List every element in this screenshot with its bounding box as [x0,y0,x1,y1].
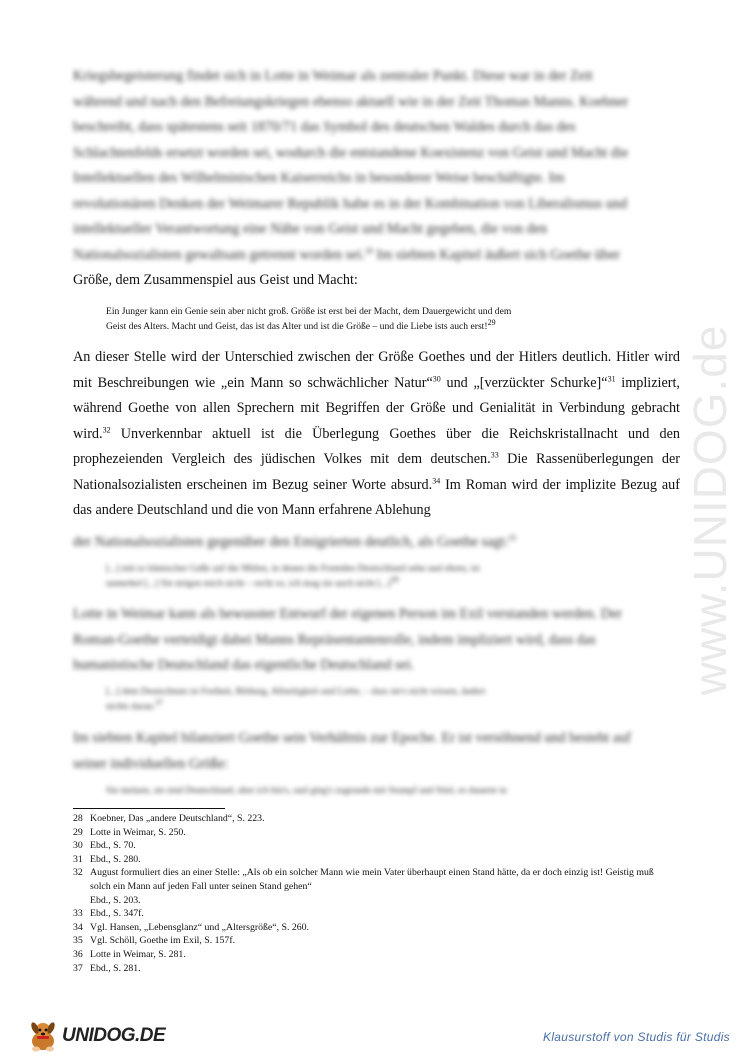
footnote-text [90,839,673,853]
quote-line [106,697,678,715]
footnote-ref: 35 [508,533,517,543]
footnotes [73,812,673,975]
footnote-text [90,866,673,907]
footnote-text-main: Vgl. Hansen, „Lebensglanz“ und „Altersgröße“, S. 260. [90,921,310,933]
footnote-text [90,934,673,948]
footnote-number: 33 [73,908,83,920]
footnote-item [73,812,673,826]
footnote-item [73,907,673,921]
footnote-rule [73,808,225,809]
text-line: während und nach den Befreiungskriegen ebenso aktuell wie in der Zeit Thomas Manns. Koebner [73,93,629,110]
text-line [73,243,680,269]
text-span: impliziert, während Goethe von allen Sprechern mit Begriffen der Größe und Genialität in Verbindung gebracht wird. [73,374,680,442]
footnote-text-main: Ebd., S. 70. [90,840,136,852]
unidog-logo[interactable] [26,1018,165,1054]
block-quote-blurred [106,685,678,714]
footnote-item [73,839,673,853]
text-line: Im siebten Kapitel bilanziert Goethe sein Verhältnis zur Epoche. Er ist versöhnend und besteht auf [73,730,632,746]
footnote-text [90,907,673,921]
footnote-ref: 29 [487,317,496,327]
text-line: revolutionären Denken der Weimarer Republik habe es in der Kombination von Liberalismus und [73,195,628,212]
text-line: Lotte in Weimar kann als bewusster Entwurf der eigenen Person im Exil verstanden werden. Der [73,606,622,622]
text-span: Nationalsozialisten gewaltsam getrennt worden sei. [73,246,365,263]
footnote-text-main: Ebd., S. 280. [90,853,141,865]
quote-line: [...] dem Deutschtum ist Freiheit, Bildung, Allseitigkeit und Liebe, – dass sie's nicht wissen, ändert [106,686,486,697]
footnote-text-main: August formuliert dies an einer Stelle: „Als ob ein solcher Mann wie mein Vater überhaupt einen Stand hätte, da er doch einzig ist! Geistig muß solch ein Mann auf jeden Fall unter seinen Stand gehen“ [90,867,654,892]
text-span: und „[verzückter Schurke]“ [440,374,608,391]
footnote-number: 36 [73,948,83,960]
quote-line [106,574,678,592]
footnote-item [73,866,673,907]
text-span: Geist des Alters. Macht und Geist, das ist das Alter und ist die Größe – und die Liebe ists auch erst! [106,320,488,332]
footnote-ref: 32 [102,424,111,434]
footnote-text-main: Koebner, Das „andere Deutschland“, S. 223. [90,813,265,824]
text-span: der Nationalsozialisten gegenüber den Emigrierten deutlich, als Goethe sagt: [73,534,509,550]
quote-line: Ein Junger kann ein Genie sein aber nicht groß. Größe ist erst bei der Macht, dem Dauergewicht und dem [106,306,512,317]
block-quote [106,305,678,334]
footnote-text-main: Ebd., S. 281. [90,962,141,974]
text-span: Unverkennbar aktuell ist die Überlegung Goethes über die Reichskristallnacht und den prophezeienden Vergleich des jüdischen Volkes mit dem deutschen. [73,425,680,467]
footnote-ref: 28 [364,245,373,255]
footnote-text-main: Lotte in Weimar, S. 250. [90,826,186,838]
text-line: Kriegsbegeisterung findet sich in Lotte in Weimar als zentraler Punkt. Diese war in der Zeit [73,68,593,84]
footnote-item [73,853,673,867]
text-line: beschreibt, dass spätestens seit 1870/71 das Symbol des deutschen Waldes durch das des [73,119,576,135]
quote-line: Sie meinen, sie sind Deutschland, aber ich bin's, und ging's zugrunde mit Stumpf und Stiel, es dauerte in [106,785,507,796]
text-line: Intellektuellen des Wilhelminischen Kaiserreichs in besonderer Weise beschäftigte. Im [73,170,565,186]
footnote-text [90,962,673,976]
footnote-number: 30 [73,840,83,852]
footnote-text-main: Ebd., S. 347f. [90,908,144,920]
footnote-text [90,826,673,840]
text-line: Roman-Goethe verteidigt dabei Manns Repräsentantenrolle, indem impliziert wird, dass das [73,631,596,648]
logo-text: UNIDOG.DE [62,1025,166,1046]
footnote-item [73,962,673,976]
footnote-text [90,948,673,962]
footnote-text-main: Vgl. Schöll, Goethe im Exil, S. 157f. [90,935,236,947]
main-paragraph [73,345,680,524]
footnote-number: 29 [73,826,83,838]
text-line: Schlachtenfelds ersetzt worden sei, wodurch die entstandene Koexistenz von Geist und Macht die [73,144,629,161]
footnote-number: 32 [73,867,83,879]
block-quote-blurred [106,562,678,591]
text-span: Im Roman wird der implizite Bezug auf das andere Deutschland und die von Mann erfahrene Ablehung [73,476,680,518]
text-span: Die Rassenüberlegungen der Nationalsozialisten erscheinen im Bezug seiner Worte absurd. [73,451,680,493]
footnote-text-extra: Ebd., S. 203. [90,894,141,906]
footnote-number: 34 [73,921,83,933]
blurred-line [73,530,680,556]
quote-line [106,317,678,335]
footnote-ref: 31 [607,373,616,383]
watermark: www.UNIDOG.de [684,324,736,696]
dog-icon [26,1019,60,1053]
footnote-number: 35 [73,935,83,947]
paragraph-blurred [73,726,680,777]
footnote-text-main: Lotte in Weimar, S. 281. [90,948,186,960]
footnote-number: 37 [73,962,83,974]
footnote-text [90,812,673,826]
text-span: An dieser Stelle wird der Unterschied zwischen der Größe Goethes und der Hitlers deutlich. Hitler wird mit Beschreibungen wie „ein Mann so schwächlicher Natur“ [73,349,680,391]
footnote-ref: 34 [432,475,441,485]
footnote-ref: 36 [390,574,399,584]
footnote-item [73,948,673,962]
footnote-text [90,921,673,935]
text-span: nichts daran. [106,700,156,712]
footnote-text [90,853,673,867]
footnote-ref: 37 [155,697,164,707]
text-span: unmerkel [...] Sie mögen mich nicht – recht so, ich mag sie auch nicht [...] [106,577,391,589]
footnote-number: 31 [73,853,83,865]
paragraph-blurred [73,602,680,679]
footnote-item [73,826,673,840]
footnote-number: 28 [73,813,83,824]
footnote-ref: 33 [490,450,499,460]
footnote-item [73,921,673,935]
footnote-ref: 30 [432,373,441,383]
text-line: seiner individuellen Größe: [73,755,229,772]
footer-tagline: Klausurstoff von Studis für Studis [543,1030,730,1044]
block-quote-blurred [106,784,678,799]
text-line: intellektueller Verantwortung eine Nähe von Geist und Macht gegeben, die von den [73,221,548,237]
top-paragraph-blurred [73,64,680,268]
text-line: humanistische Deutschland das eigentliche Deutschland sei. [73,657,415,673]
text-span: Im siebten Kapitel äußert sich Goethe über [372,246,620,263]
footnote-item [73,934,673,948]
top-paragraph-clear-line: Größe, dem Zusammenspiel aus Geist und Macht: [73,272,358,288]
quote-line: [...] mit so hämischer Geße auf die Mitlen, in denen die Fremden Deutschland sehn und ehren, ist [106,563,480,574]
